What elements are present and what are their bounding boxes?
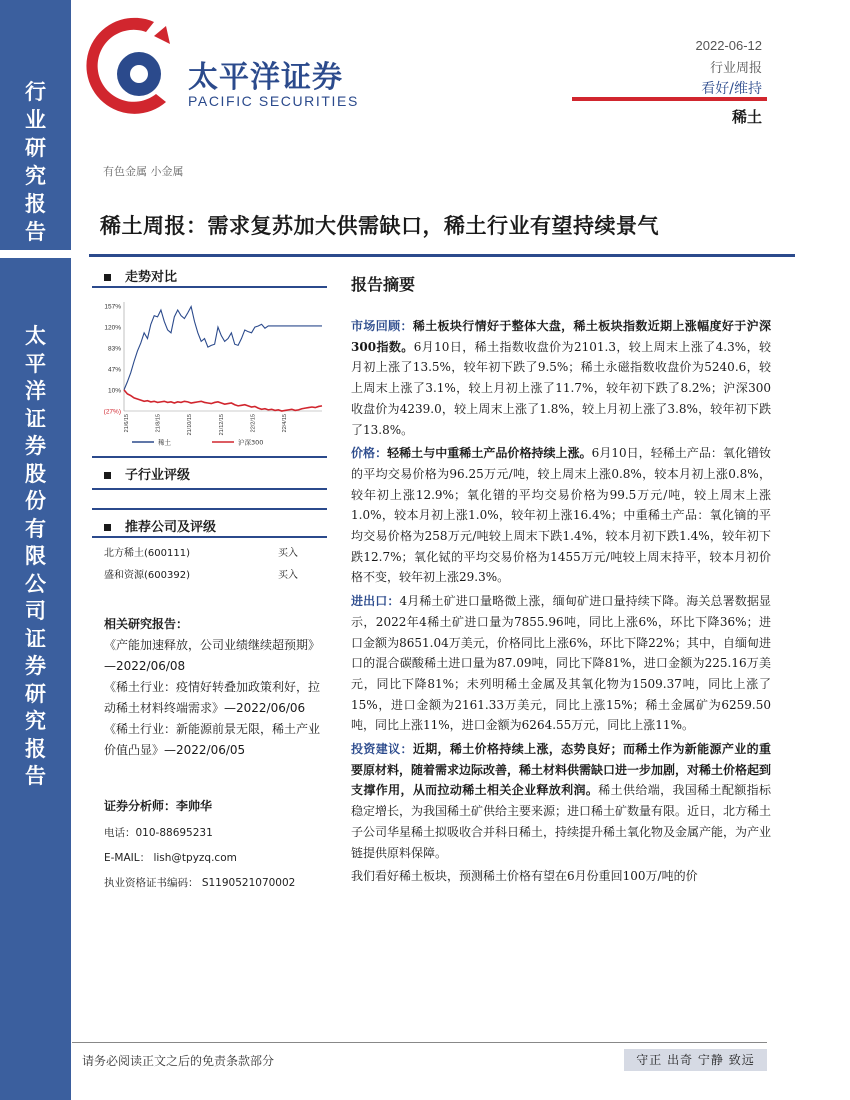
related-report-item[interactable]: 《产能加速释放，公司业绩继续超预期》—2022/06/08: [104, 638, 321, 673]
footer-motto: 守正 出奇 宁静 致远: [624, 1049, 767, 1071]
series-line-csi300: [124, 390, 322, 411]
section-sub-rating: 子行业评级: [104, 464, 190, 483]
x-tick-label: 21/8/15: [155, 414, 162, 433]
company-rating: 买入: [278, 547, 298, 559]
y-tick-label: 83%: [107, 345, 121, 353]
footer-rule: [72, 1042, 767, 1043]
bullet-square-icon: [104, 524, 111, 531]
report-title: 稀土周报：需求复苏加大供需缺口，稀土行业有望持续景气: [100, 213, 659, 238]
logo-chinese-name: 太平洋证券: [188, 60, 343, 95]
summary-body: [351, 316, 771, 890]
y-tick-label: 47%: [107, 366, 121, 374]
sidebar-category-vertical: 行 业 研 究 报 告: [25, 79, 46, 244]
y-tick-label: 10%: [107, 387, 121, 395]
company-rating: 买入: [278, 569, 298, 581]
x-tick-label: 21/12/15: [218, 414, 225, 436]
sidebar-divider: [0, 250, 71, 258]
title-rule: [89, 254, 795, 257]
summary-price: 价格：轻稀土与中重稀土产品价格持续上涨。6月10日，轻稀土产品：氧化镨钕的平均交易价格为96.25万元/吨，较上周末上涨0.8%，较本月初上涨0.8%，较年初上涨12.9%；氧化镨的平均交易价格为99.5万元/吨，较上周末上涨1.0%，较本月初上涨1.0%，较年初上涨16.4%；中重稀土产品：氧化镝的平均交易价格为258万元/吨较上周末下跌1.4%，较本月初下跌1.4%，较年初下跌12.7%；氧化铽的平均交易价格为1455万元/吨较上周末持平，较本月初价格不变，较年初上涨29.3%。: [351, 446, 771, 585]
related-report-item[interactable]: 《稀土行业：疫情好转叠加政策利好，拉动稀土材料终端需求》—2022/06/06: [104, 680, 321, 715]
table-row: [104, 562, 324, 584]
x-tick-label: 21/10/15: [187, 414, 194, 436]
company-name: 盛和资源(600392): [104, 569, 190, 581]
summary-market: 市场回顾：稀土板块行情好于整体大盘，稀土板块指数近期上涨幅度好于沪深300指数。6月10日，稀土指数收盘价为2101.3，较上周末上涨了4.3%，较月初上涨了13.5%，较年初下跌了9.5%；稀土永磁指数收盘价为5240.6，较上周末上涨了3.1%，较上月初上涨了11.7%，较年初下跌了8.2%；沪深300收盘价为4239.0，较上周末上涨了1.8%，较上月初上涨了3.8%，较年初下跌了13.8%。: [351, 319, 771, 437]
section-recommend: 推荐公司及评级: [104, 516, 216, 535]
related-reports: [104, 614, 326, 761]
y-tick-label: 120%: [104, 324, 121, 332]
legend-label: 沪深300: [238, 438, 264, 447]
logo-english-name: PACIFIC SECURITIES: [188, 93, 359, 109]
sidebar-firm-vertical: 太 平 洋 证 券 股 份 有 限 公 司 证 券 研 究 报 告: [25, 323, 46, 788]
recommend-rule-bottom: [92, 536, 327, 538]
report-date: 2022-06-12: [695, 38, 762, 53]
footer-disclaimer: 请务必阅读正文之后的免责条款部分: [82, 1054, 275, 1068]
company-rating-table: [104, 540, 324, 584]
analyst-phone: 电话：010-88695231: [104, 827, 213, 839]
summary-invest: 投资建议：近期，稀土价格持续上涨，态势良好；而稀土作为新能源产业的重要原材料，随着需求边际改善，稀土材料供需缺口进一步加剧，对稀土价格起到支撑作用，从而拉动稀土相关企业释放利润。稀土供给端，我国稀土配额指标稳定增长，为我国稀土矿供给主要来源；进口稀土矿数量有限。近日，北方稀土子公司华星稀土拟吸收合并科日稀土，持续提升稀土氧化物及金属产能，为产业链提供原料保障。: [351, 742, 772, 860]
bullet-square-icon: [104, 274, 111, 281]
pacific-securities-logo-icon: [84, 14, 184, 124]
x-tick-label: 22/2/15: [250, 414, 257, 433]
report-type: 行业周报: [709, 61, 762, 76]
bullet-square-icon: [104, 472, 111, 479]
analyst-email[interactable]: E-MAIL： lish@tpyzq.com: [104, 852, 237, 864]
recommend-rule-top: [92, 508, 327, 510]
industry-name: 稀土: [731, 108, 762, 126]
related-report-item[interactable]: 《稀土行业：新能源前景无限，稀土产业价值凸显》—2022/06/05: [104, 722, 321, 757]
y-tick-label: 157%: [104, 303, 121, 311]
sub-category: 有色金属 小金属: [103, 165, 184, 178]
legend-label: 稀土: [158, 438, 171, 447]
summary-trade: 进出口：4月稀土矿进口量略微上涨，缅甸矿进口量持续下降。海关总署数据显示，2022年4稀土矿进口量为7855.96吨，同比上涨6%，环比下降36%；进口金额为8651.04万美元，价格同比上涨6%，环比下降22%；其中，自缅甸进口的混合碳酸稀土进口量为87.09吨，同比下降81%，进口金额为225.16万美元，同比下降81%；未列明稀土金属及其氧化物为1509.37吨，同比上涨了15%，进口金额为2161.33万美元，同比上涨15%；稀土金属矿为6259.50吨，同比上涨11%，进口金额为6264.55万元，同比上涨11%。: [351, 594, 771, 733]
industry-rating: 看好/维持: [701, 81, 762, 97]
summary-title: 报告摘要: [351, 275, 416, 294]
analyst-license: 执业资格证书编码： S1190521070002: [104, 877, 296, 889]
analyst-name: 证券分析师：李帅华: [104, 799, 213, 813]
y-tick-label: (27%): [103, 408, 121, 416]
sub-rating-rule-bottom: [92, 488, 327, 490]
related-reports-label: 相关研究报告：: [104, 617, 189, 631]
summary-last-line: 我们看好稀土板块，预测稀土价格有望在6月份重回100万/吨的价: [351, 869, 698, 884]
series-line-rare-earth: [124, 307, 322, 390]
header-red-bar: [572, 97, 767, 101]
trend-rule: [92, 286, 327, 288]
company-name: 北方稀土(600111): [104, 547, 190, 559]
x-tick-label: 21/6/15: [124, 414, 130, 433]
x-tick-label: 22/4/15: [282, 414, 288, 433]
sub-rating-rule-top: [92, 456, 327, 458]
table-row: [104, 540, 324, 562]
trend-comparison-chart: [92, 296, 327, 456]
section-trend: 走势对比: [104, 266, 177, 285]
